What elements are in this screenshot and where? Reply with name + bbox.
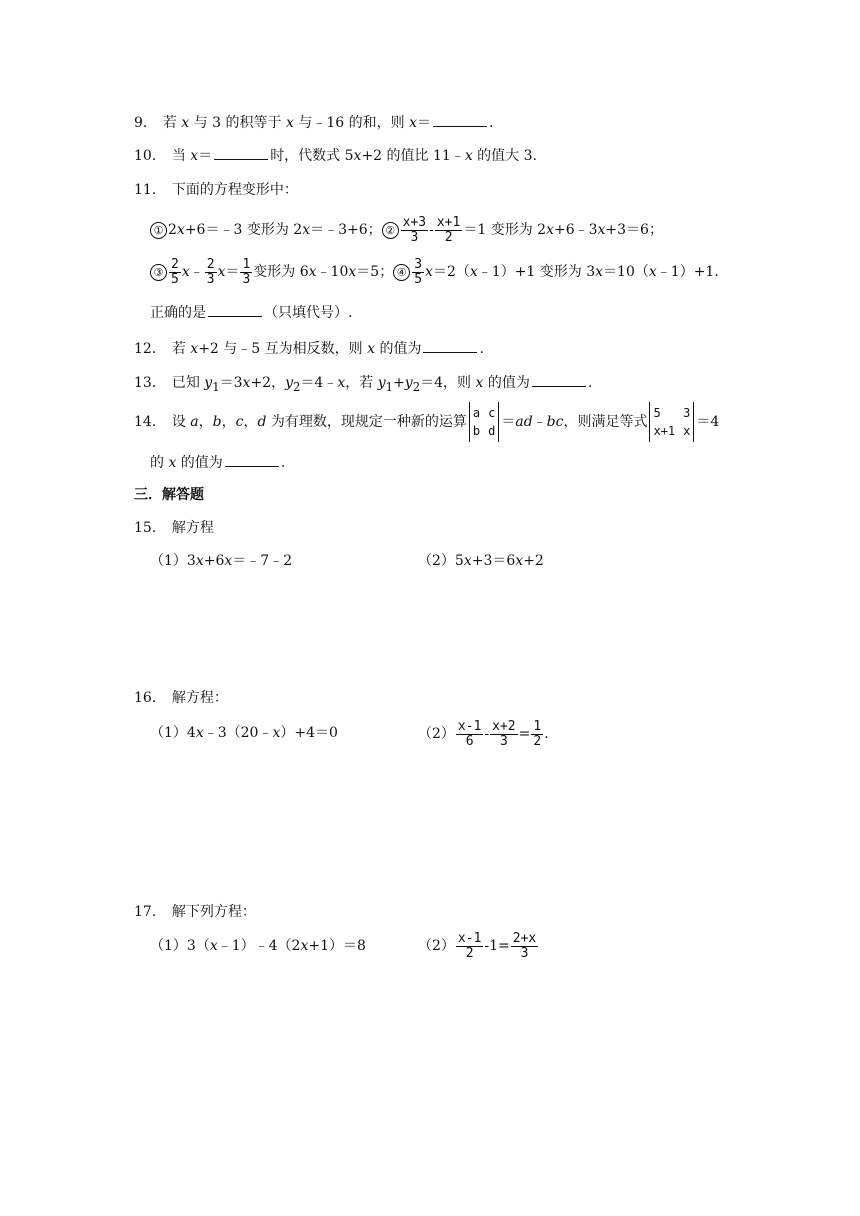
entry: x xyxy=(683,424,691,438)
variable: y xyxy=(377,375,386,391)
text: 的值为 xyxy=(176,455,223,471)
fraction xyxy=(240,258,252,287)
question-12 xyxy=(134,338,484,359)
variable: x xyxy=(181,264,190,280)
determinant-column xyxy=(653,404,675,440)
text: ﹣ xyxy=(532,414,547,430)
variable: y xyxy=(204,375,213,391)
variable: x xyxy=(190,148,199,164)
question-11-row-3 xyxy=(150,302,352,323)
question-15-part-2 xyxy=(418,551,544,571)
determinant-column xyxy=(488,404,495,440)
fraction xyxy=(205,258,217,287)
variable: x xyxy=(190,341,199,357)
text: +2 xyxy=(523,553,544,569)
question-11-row-1 xyxy=(150,214,663,246)
question-17-part-2 xyxy=(418,928,539,964)
text: ＝3 xyxy=(219,375,243,391)
variable: x xyxy=(463,553,472,569)
text: . xyxy=(479,341,484,357)
question-14-line-2 xyxy=(150,452,285,473)
question-15 xyxy=(134,518,214,538)
variable: c xyxy=(235,414,244,430)
text: 的值为 xyxy=(483,375,530,391)
numerator: x+1 xyxy=(436,214,461,230)
text: 的值大 3. xyxy=(472,148,537,164)
text: 时，代数式 5 xyxy=(270,148,354,164)
question-number: 17． xyxy=(134,904,166,920)
variable: x xyxy=(348,264,357,280)
question-number: 9． xyxy=(134,115,157,131)
text: . xyxy=(280,455,286,471)
text: 为有理数，现规定一种新的运算 xyxy=(266,414,467,430)
variable: a xyxy=(190,414,199,430)
question-number: 16． xyxy=(134,690,166,706)
question-10 xyxy=(134,145,537,166)
text: +2 的值比 11﹣ xyxy=(361,148,465,164)
variable: x xyxy=(595,264,604,280)
denominator: 3 xyxy=(499,733,508,749)
text: ＝4 xyxy=(696,414,720,430)
text: 2 xyxy=(168,222,177,238)
question-number: 15． xyxy=(134,520,166,536)
text: - xyxy=(484,726,490,742)
numerator: 2 xyxy=(206,256,215,272)
text: 已知 xyxy=(171,375,205,391)
denominator: 3 xyxy=(520,945,529,961)
denominator: 2 xyxy=(465,945,474,961)
question-15-part-1 xyxy=(150,551,292,571)
question-number: 10． xyxy=(134,148,166,164)
variable: x xyxy=(195,725,204,741)
variable: ad xyxy=(515,414,533,430)
fraction xyxy=(456,932,483,961)
text: ﹣1）﹣4（2 xyxy=(217,938,301,954)
fraction xyxy=(435,216,462,245)
entry: 3 xyxy=(683,406,691,420)
numerator: 1 xyxy=(533,718,542,734)
text: ＝﹣7﹣2 xyxy=(232,553,293,569)
text: ＝5； xyxy=(356,264,394,280)
determinant xyxy=(469,402,499,442)
text: 与﹣16 的和，则 xyxy=(293,115,410,131)
text: ﹣10 xyxy=(316,264,349,280)
question-number: 11． xyxy=(134,182,166,198)
text: + xyxy=(393,375,405,391)
variable: x xyxy=(209,938,218,954)
variable: x xyxy=(367,341,375,357)
numerator: 3 xyxy=(414,256,423,272)
answer-blank[interactable] xyxy=(214,145,268,160)
text: ＝﹣3+6； xyxy=(310,222,382,238)
numerator: 1 xyxy=(242,256,251,272)
text: . xyxy=(587,375,593,391)
text: （2） xyxy=(418,938,455,954)
determinant-column xyxy=(683,404,690,440)
text: +3＝6； xyxy=(605,222,663,238)
question-16-part-1 xyxy=(150,723,338,743)
fraction xyxy=(511,932,538,961)
option-marker: ③ xyxy=(150,264,167,281)
answer-blank[interactable] xyxy=(433,112,487,127)
variable: x xyxy=(272,725,281,741)
text: 若 xyxy=(162,115,182,131)
option-marker: ① xyxy=(150,222,167,239)
numerator: 2+x xyxy=(512,930,537,946)
numerator: x+3 xyxy=(402,214,427,230)
section-heading: 三．解答题 xyxy=(134,487,204,503)
text: +2 与﹣5 互为相反数，则 xyxy=(198,341,368,357)
text: +3＝6 xyxy=(471,553,516,569)
answer-blank[interactable] xyxy=(225,452,279,467)
entry: a xyxy=(472,406,481,420)
text: 正确的是 xyxy=(150,305,206,321)
variable: x xyxy=(464,148,473,164)
text: 的 xyxy=(150,455,169,471)
text: . xyxy=(488,115,494,131)
denominator: 5 xyxy=(171,271,179,287)
denominator: 2 xyxy=(533,733,542,749)
text: ＝ xyxy=(416,115,431,131)
text: 若 xyxy=(171,341,191,357)
text: （1）4 xyxy=(150,725,196,741)
text: ＝ xyxy=(198,148,213,164)
denominator: 6 xyxy=(465,733,474,749)
text: ﹣ xyxy=(189,264,204,280)
question-number: 14． xyxy=(134,414,166,430)
text: （1）3 xyxy=(150,553,196,569)
text: +6﹣3 xyxy=(553,222,598,238)
option-marker: ④ xyxy=(393,264,410,281)
variable: x xyxy=(469,264,478,280)
entry: c xyxy=(488,406,496,420)
text: -1= xyxy=(484,938,510,954)
entry: d xyxy=(488,424,496,438)
question-number: 12． xyxy=(134,341,166,357)
fraction xyxy=(531,720,543,749)
numerator: x-1 xyxy=(457,718,482,734)
variable: x xyxy=(302,222,311,238)
text: ，若 xyxy=(345,375,378,391)
entry: x+1 xyxy=(653,424,676,438)
variable: x xyxy=(286,115,294,131)
text: ＝ xyxy=(501,414,516,430)
subscript: 1 xyxy=(212,379,220,394)
denominator: 2 xyxy=(444,229,453,245)
determinant xyxy=(649,402,694,442)
question-13 xyxy=(134,372,592,397)
text: ﹣1）+1 变形为 3 xyxy=(477,264,596,280)
variable: x xyxy=(224,553,233,569)
text: +6＝﹣3 变形为 2 xyxy=(184,222,303,238)
variable: x xyxy=(300,938,309,954)
text: 当 xyxy=(171,148,191,164)
entry: b xyxy=(472,424,481,438)
fraction xyxy=(412,258,424,287)
variable: x xyxy=(195,553,204,569)
text: ， xyxy=(243,414,258,430)
text: ﹣1）+1. xyxy=(656,264,719,280)
variable: x xyxy=(168,455,177,471)
variable: x xyxy=(181,115,190,131)
variable: x xyxy=(475,375,484,391)
text: （2） xyxy=(418,726,455,742)
variable: bc xyxy=(546,414,564,430)
answer-blank[interactable] xyxy=(208,302,262,317)
text: ，则满足等式 xyxy=(563,414,648,430)
answer-blank[interactable] xyxy=(423,338,477,353)
question-16-part-2 xyxy=(418,716,549,752)
question-title: 解下列方程： xyxy=(171,904,256,920)
text: +1）＝8 xyxy=(308,938,366,954)
question-title: 解方程 xyxy=(171,520,214,536)
question-17 xyxy=(134,902,256,922)
answer-blank[interactable] xyxy=(532,372,586,387)
question-17-part-1 xyxy=(150,936,366,956)
variable: b xyxy=(212,414,222,430)
text: ＝10（ xyxy=(603,264,649,280)
subscript: 2 xyxy=(412,379,421,394)
text: = xyxy=(518,726,531,742)
denominator: 3 xyxy=(410,229,419,245)
variable: y xyxy=(285,375,294,391)
numerator: x-1 xyxy=(457,930,482,946)
variable: x xyxy=(648,264,657,280)
text: +2， xyxy=(250,375,286,391)
variable: x xyxy=(425,264,433,280)
question-title: 下面的方程变形中： xyxy=(171,182,298,198)
variable: d xyxy=(257,414,267,430)
variable: x xyxy=(546,222,554,238)
numerator: x+2 xyxy=(492,718,516,734)
text: 变形为 6 xyxy=(253,264,309,280)
variable: x xyxy=(217,264,226,280)
subscript: 1 xyxy=(385,379,394,394)
entry: 5 xyxy=(653,406,661,420)
variable: x xyxy=(308,264,317,280)
text: ， xyxy=(221,414,236,430)
denominator: 5 xyxy=(414,271,423,287)
variable: y xyxy=(404,375,413,391)
question-16 xyxy=(134,688,228,708)
fraction xyxy=(490,720,517,749)
text: （1）3（ xyxy=(150,938,210,954)
text: ＝4，则 xyxy=(420,375,476,391)
denominator: 3 xyxy=(206,271,215,287)
text: . xyxy=(544,726,549,742)
variable: x xyxy=(176,222,185,238)
question-title: 解方程： xyxy=(171,690,228,706)
question-9 xyxy=(134,112,493,133)
denominator: 3 xyxy=(242,271,251,287)
question-14 xyxy=(134,402,719,442)
text: （只填代号）. xyxy=(264,305,353,321)
variable: x xyxy=(337,375,346,391)
text: 设 xyxy=(171,414,191,430)
fraction xyxy=(401,216,428,245)
question-11-row-2 xyxy=(150,256,719,288)
text: 的值为 xyxy=(375,341,422,357)
text: 与 3 的积等于 xyxy=(189,115,286,131)
text: ＝2（ xyxy=(432,264,470,280)
text: ＝1 变形为 2 xyxy=(463,222,547,238)
text: - xyxy=(429,222,434,238)
text: （2）5 xyxy=(418,553,464,569)
variable: x xyxy=(515,553,524,569)
numerator: 2 xyxy=(171,256,179,272)
fraction xyxy=(456,720,483,749)
text: ， xyxy=(198,414,213,430)
determinant-column xyxy=(473,404,480,440)
text: +6 xyxy=(203,553,225,569)
variable: x xyxy=(409,115,417,131)
text: ＝ xyxy=(225,264,240,280)
subscript: 2 xyxy=(293,379,301,394)
variable: x xyxy=(242,375,251,391)
fraction xyxy=(169,258,181,287)
text: ﹣3（20﹣ xyxy=(203,725,273,741)
question-number: 13． xyxy=(134,375,166,391)
text: ＝4﹣ xyxy=(300,375,338,391)
variable: x xyxy=(597,222,606,238)
variable: x xyxy=(353,148,362,164)
question-11 xyxy=(134,180,298,200)
option-marker: ② xyxy=(382,222,399,239)
text: ）+4＝0 xyxy=(280,725,338,741)
